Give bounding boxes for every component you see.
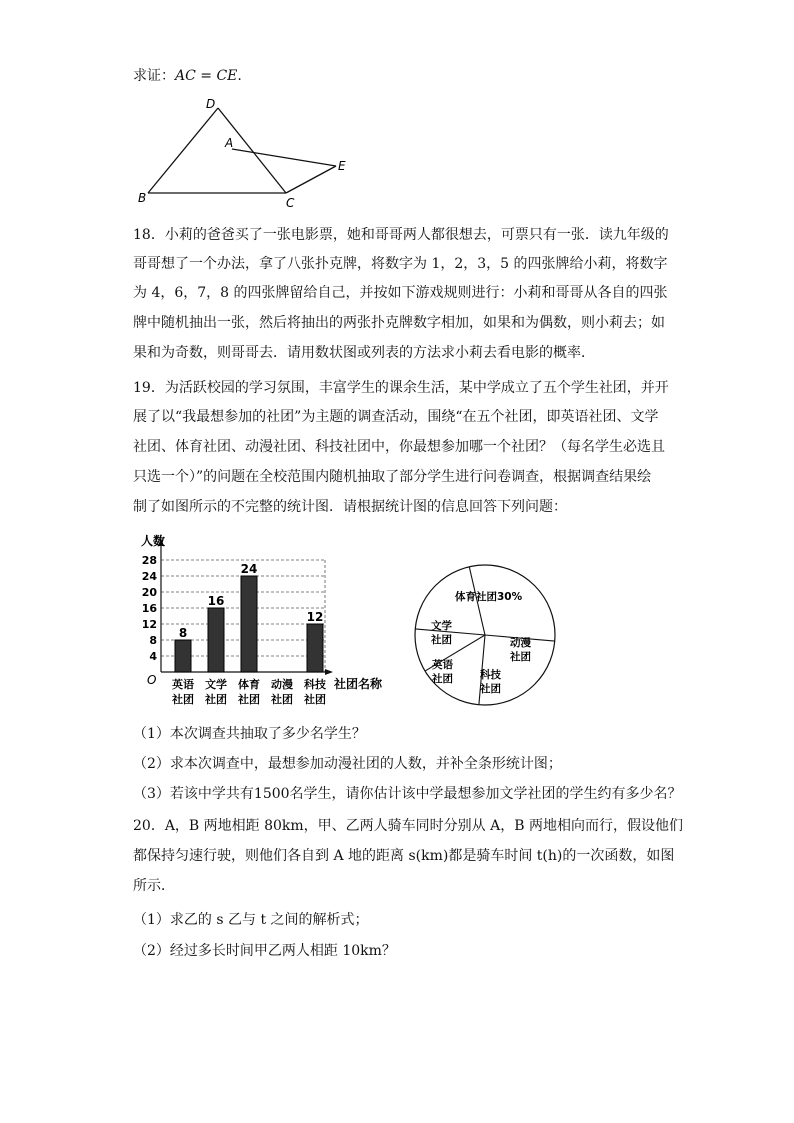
label-b: B xyxy=(138,191,147,205)
pie-slice-label: 文学 xyxy=(431,620,452,632)
label-a: A xyxy=(225,136,234,150)
q17-claim xyxy=(133,66,663,86)
category-label: 社团 xyxy=(271,693,293,706)
q17-triangle-figure xyxy=(130,94,360,210)
line-ec xyxy=(286,166,336,193)
bar-1 xyxy=(208,608,224,672)
q17-claim-prefix: 求证： xyxy=(133,68,175,84)
bar-0 xyxy=(175,640,191,672)
category-label: 科技 xyxy=(304,678,326,691)
q17-claim-math: AC = CE xyxy=(175,68,238,84)
pie-slice-label: 动漫 xyxy=(510,637,531,649)
q19-question-2: （2）求本次调查中，最想参加动漫社团的人数，并补全条形统计图； xyxy=(133,756,562,772)
y-tick-label: 24 xyxy=(141,570,157,583)
q20-line-2: 都保持匀速行驶，则他们各自到 A 地的距离 s(km)都是骑车时间 t(h)的一次函数，如图 xyxy=(133,848,675,864)
q19-line-4: 只选一个）”的问题在全校范围内随机抽取了部分学生进行问卷调查，根据调查结果绘 xyxy=(133,469,652,485)
q19-question-1: （1）本次调查共抽取了多少名学生？ xyxy=(133,726,366,742)
line-ae xyxy=(232,149,336,166)
pie-chart xyxy=(410,560,570,720)
category-label: 英语 xyxy=(172,678,194,691)
y-tick-label: 12 xyxy=(141,618,157,631)
bar-value-label: 12 xyxy=(306,610,324,624)
pie-slice-label: 社团 xyxy=(510,651,531,663)
q20-question-2: （2）经过多长时间甲乙两人相距 10km？ xyxy=(133,943,396,959)
y-tick-label: 20 xyxy=(141,586,157,599)
pie-slice-label: 社团 xyxy=(431,634,452,646)
y-tick-label: 28 xyxy=(141,554,157,567)
category-label: 社团 xyxy=(238,693,260,706)
label-e: E xyxy=(338,159,346,173)
pie-slice-label: 科技 xyxy=(480,669,501,681)
q18-line-2: 哥哥想了一个办法，拿了八张扑克牌，将数字为 1，2，3，5 的四张牌给小莉，将数字 xyxy=(133,256,668,272)
y-tick-label: 16 xyxy=(141,602,157,615)
q17-claim-suffix: . xyxy=(237,68,242,84)
category-label: 社团 xyxy=(205,693,227,706)
label-d: D xyxy=(206,97,216,111)
q19-line-1: 19．为活跃校园的学习氛围，丰富学生的课余生活，某中学成立了五个学生社团，并开 xyxy=(133,380,669,396)
bar-2 xyxy=(241,576,257,672)
category-label: 体育 xyxy=(238,678,260,691)
label-c: C xyxy=(286,196,295,210)
q19-line-2: 展了以“我最想参加的社团”为主题的调查活动，围绕“在五个社团，即英语社团、文学 xyxy=(133,409,659,425)
bar-chart xyxy=(133,530,383,710)
y-tick-label: 8 xyxy=(149,634,157,647)
q18-line-4: 牌中随机抽出一张，然后将抽出的两张扑克牌数字相加，如果和为偶数，则小莉去；如 xyxy=(133,315,665,331)
pie-slice-label: 社团 xyxy=(432,673,453,685)
category-label: 文学 xyxy=(205,678,227,691)
bar-value-label: 8 xyxy=(178,626,188,640)
bar-value-label: 24 xyxy=(240,562,258,576)
q18-line-5: 果和为奇数，则哥哥去．请用数状图或列表的方法求小莉去看电影的概率． xyxy=(133,345,595,361)
pie-slice-label: 体育社团30% xyxy=(455,591,523,603)
y-axis-label: 人数 xyxy=(141,534,166,548)
q20-question-1: （1）求乙的 s 乙与 t 之间的解析式； xyxy=(133,912,369,928)
pie-slice-label: 英语 xyxy=(432,659,453,671)
pie-slice-label: 社团 xyxy=(480,683,501,695)
q19-question-3: （3）若该中学共有1500名学生，请你估计该中学最想参加文学社团的学生约有多少名？ xyxy=(133,786,682,802)
line-dc xyxy=(218,108,286,193)
q20-line-1: 20．A，B 两地相距 80km，甲、乙两人骑车同时分别从 A，B 两地相向而行，假设他们 xyxy=(133,818,683,834)
q18-line-1: 18．小莉的爸爸买了一张电影票，她和哥哥两人都很想去，可票只有一张．读九年级的 xyxy=(133,227,669,243)
bar-4 xyxy=(307,624,323,672)
q19-line-5: 制了如图所示的不完整的统计图．请根据统计图的信息回答下列问题： xyxy=(133,499,567,515)
y-tick-label: 4 xyxy=(149,650,157,663)
category-label: 动漫 xyxy=(271,678,293,691)
q19-line-3: 社团、体育社团、动漫社团、科技社团中，你最想参加哪一个社团？（每名学生必选且 xyxy=(133,439,665,455)
origin-label: O xyxy=(147,673,157,687)
q18-line-3: 为 4，6，7，8 的四张牌留给自己，并按如下游戏规则进行：小莉和哥哥从各自的四张 xyxy=(133,285,668,301)
line-db xyxy=(148,108,218,193)
x-axis-label: 社团名称 xyxy=(334,677,383,691)
category-label: 社团 xyxy=(304,693,326,706)
category-label: 社团 xyxy=(172,693,194,706)
q20-line-3: 所示． xyxy=(133,878,175,894)
x-axis-arrow xyxy=(325,669,333,675)
bar-value-label: 16 xyxy=(207,594,225,608)
